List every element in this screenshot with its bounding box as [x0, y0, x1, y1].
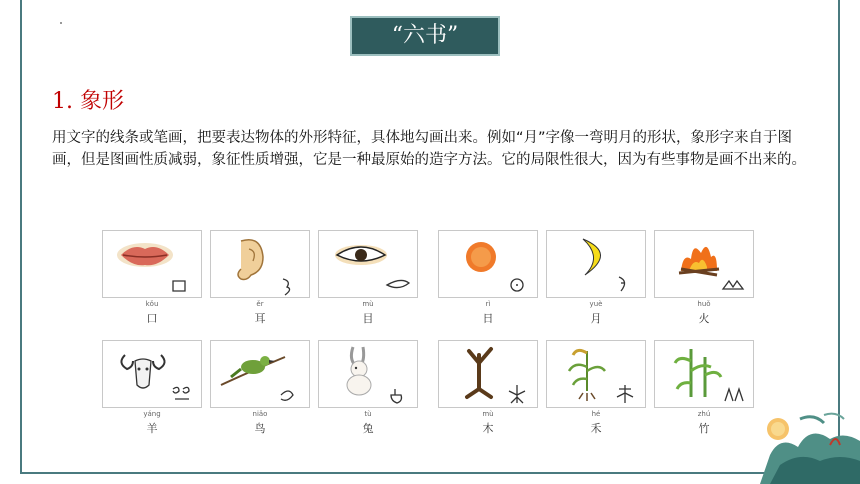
hanzi-label: 目 [362, 312, 374, 325]
pinyin-label: yuè [589, 300, 603, 308]
pictograph-card [438, 230, 538, 298]
pictograph-card [438, 340, 538, 408]
hanzi-label: 月 [590, 312, 602, 325]
hanzi-label: 耳 [254, 312, 266, 325]
pictograph-cell [210, 230, 314, 330]
pictograph-cell [438, 340, 542, 440]
pictograph-cell [318, 340, 422, 440]
pinyin-label: tù [364, 410, 372, 418]
pictograph-cell [654, 230, 758, 330]
pictograph-card [210, 340, 310, 408]
description-paragraph: 用文字的线条或笔画，把要表达物体的外形特征，具体地勾画出来。例如“月”字像一弯明月的形状，象形字来自于图画，但是图画性质减弱，象征性质增强，它是一种最原始的造字方法。它的局限性很大，因为有些事物是画不出来的。 [52, 130, 806, 168]
pictograph-cell [438, 230, 542, 330]
pinyin-label: kǒu [145, 300, 159, 308]
decor-dot [60, 22, 62, 24]
pictograph-cell [318, 230, 422, 330]
pinyin-label: zhú [697, 410, 711, 418]
pinyin-label: yáng [143, 410, 161, 418]
moon-icon [547, 231, 647, 299]
hanzi-label: 羊 [146, 422, 158, 435]
pinyin-label: rì [485, 300, 491, 308]
pinyin-label: huǒ [697, 300, 711, 308]
hanzi-label: 鸟 [254, 422, 266, 435]
section-heading: 1. 象形 [52, 89, 124, 114]
pictograph-card [654, 230, 754, 298]
pictograph-card [546, 230, 646, 298]
pinyin-label: hé [591, 410, 601, 418]
grain-icon [547, 341, 647, 409]
pictograph-card [102, 230, 202, 298]
hanzi-label: 禾 [590, 422, 602, 435]
pictograph-cell [546, 340, 650, 440]
pictograph-card [210, 230, 310, 298]
pictograph-grid [102, 230, 762, 470]
pictograph-cell [102, 340, 206, 440]
pictograph-cell [546, 230, 650, 330]
sheep-icon [103, 341, 203, 409]
ear-icon [211, 231, 311, 299]
pinyin-label: ěr [256, 300, 264, 308]
pinyin-label: mù [362, 300, 374, 308]
slide-title: “六书” [350, 16, 500, 56]
hanzi-label: 木 [482, 422, 494, 435]
hanzi-label: 日 [482, 312, 494, 325]
hanzi-label: 兔 [362, 422, 374, 435]
fire-icon [655, 231, 755, 299]
pictograph-card [546, 340, 646, 408]
pictograph-card [318, 230, 418, 298]
pictograph-card [102, 340, 202, 408]
pinyin-label: niǎo [252, 410, 268, 418]
hanzi-label: 火 [698, 312, 710, 325]
pictograph-card [654, 340, 754, 408]
tree-icon [439, 341, 539, 409]
bird-icon [211, 341, 311, 409]
pinyin-label: mù [482, 410, 494, 418]
eye-icon [319, 231, 419, 299]
hanzi-label: 口 [146, 312, 158, 325]
sun-icon [439, 231, 539, 299]
pictograph-cell [102, 230, 206, 330]
rabbit-icon [319, 341, 419, 409]
pictograph-cell [210, 340, 314, 440]
pictograph-card [318, 340, 418, 408]
landscape-decoration-icon [740, 395, 860, 484]
lips-icon [103, 231, 203, 299]
hanzi-label: 竹 [698, 422, 710, 435]
